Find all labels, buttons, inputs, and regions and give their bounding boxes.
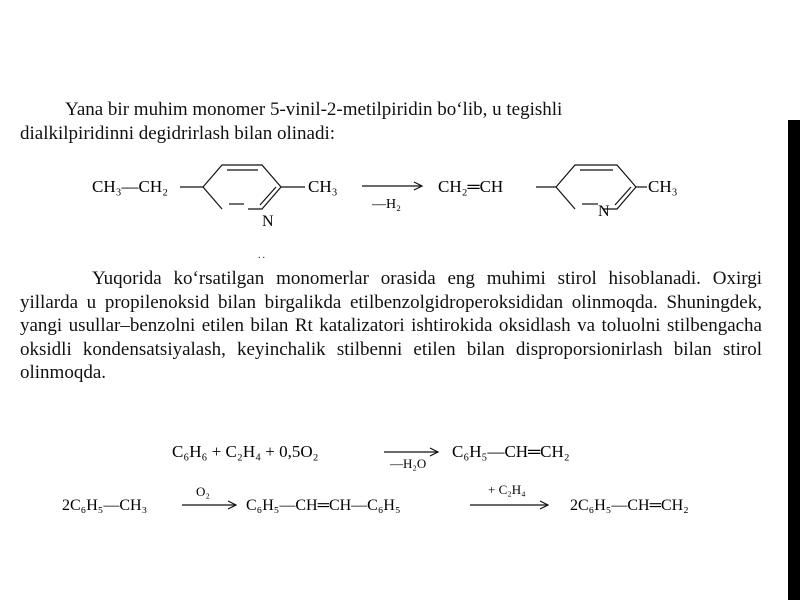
reaction-arrow (384, 448, 438, 456)
arrow-label: —H₂O (390, 456, 427, 471)
reactant-chain-label: CH₃—CH₂ (92, 177, 169, 196)
reaction-3-product: 2C₆H₅—CH═CH₂ (570, 497, 689, 514)
pyridine-ring-1 (203, 165, 305, 209)
methyl-label: CH₃ (308, 177, 338, 196)
reaction-3-intermediate: C₆H₅—CH═CH—C₆H₅ (246, 497, 401, 514)
arrow-label: + C₂H₄ (488, 482, 526, 497)
reaction-3-scheme (0, 478, 800, 528)
reaction-arrow (362, 182, 422, 190)
reaction-2-product: C₆H₅—CH═CH₂ (452, 442, 570, 461)
reaction-arrow (470, 501, 548, 509)
paragraph-styrene (20, 267, 762, 385)
paragraph-text: Yuqorida ko‘rsatilgan monomerlar orasida eng muhimi stirol hisoblanadi. Oxirgi yillarda u propilenoksid bilan birgalikda etilbenzolgidroperoksididan olinmoqda. Shuningdek, yangi usullar–benzolni etilen bilan Rt katalizatori ishtirokida oksidlash va toluolni stilbengacha oksidli kondensatsiyalash, keyinchalik stilbenni etilen bilan disproporsionirlash bilan stirol olinmoqda. (20, 268, 762, 384)
reaction-arrow (182, 501, 236, 509)
arrow-label: O₂ (196, 484, 210, 499)
stray-dots: .. (258, 250, 267, 261)
methyl-label: CH₃ (648, 177, 678, 196)
paragraph-line: Yana bir muhim monomer 5-vinil-2-metilpiridin bo‘lib, u tegishli (65, 99, 563, 120)
reaction-3-reactant: 2C₆H₅—CH₃ (62, 497, 148, 514)
paragraph-intro (20, 98, 762, 145)
product-chain-label: CH₂═CH (438, 177, 504, 196)
reaction-2-scheme (0, 435, 800, 475)
nitrogen-label: N (598, 203, 610, 220)
reaction-2-reactants: C₆H₆ + C₂H₄ + 0,5O₂ (172, 442, 319, 461)
reaction-1-scheme (0, 150, 800, 240)
arrow-label: —H₂ (372, 197, 401, 212)
paragraph-line: dialkilpiridinni degidrirlash bilan olinadi: (20, 122, 336, 144)
nitrogen-label: N (262, 213, 274, 230)
